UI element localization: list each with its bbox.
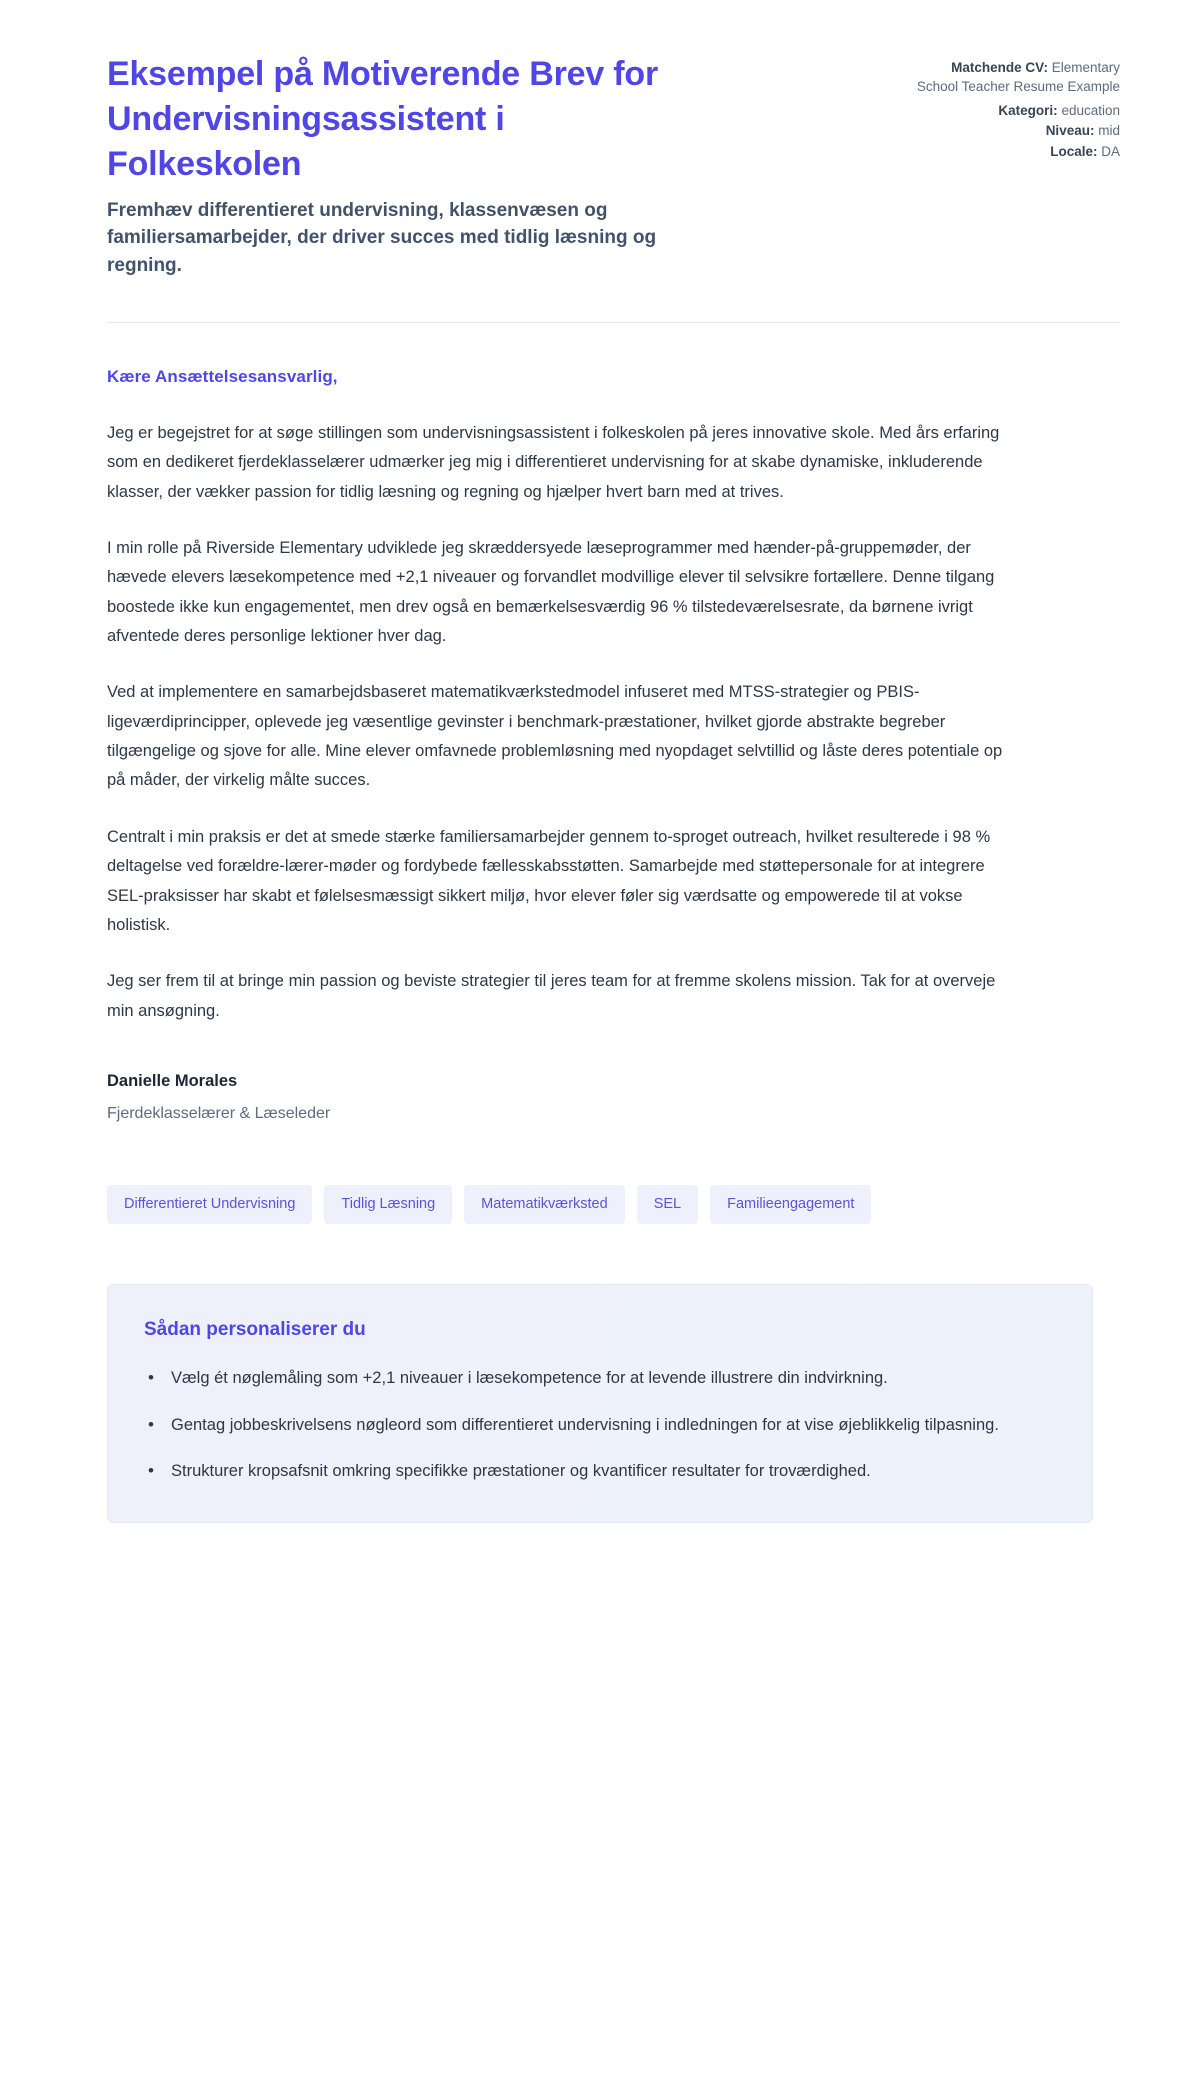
tips-title: Sådan personaliserer du bbox=[144, 1319, 366, 1341]
signature-name: Danielle Morales bbox=[107, 1071, 238, 1090]
page-title: Eksempel på Motiverende Brev for Undervisningsassistent i Folkeskolen bbox=[107, 55, 659, 183]
meta-category-value: education bbox=[1061, 103, 1120, 119]
tip-item: • Strukturer kropsafsnit omkring specifikke præstationer og kvantificer resultater for troværdighed. bbox=[144, 1457, 1054, 1485]
meta-level-value: mid bbox=[1098, 123, 1120, 139]
meta-matching-cv-value: Elementary School Teacher Resume Example bbox=[916, 60, 1120, 95]
letter-paragraph: I min rolle på Riverside Elementary udviklede jeg skræddersyede læseprogrammer med hænder-på-gruppemøder, der hævede elevers læsekompetence med +2,1 niveauer og forvandlet modvillige elever til selvsikre fortællere. Denne tilgang boostede ikke kun engagementet, men drev også en bemærkelsesværdig 96 % tilstedeværelsesrate, da børnene ivrigt afventede deres personlige lektioner hver dag. bbox=[107, 538, 995, 645]
meta-level bbox=[910, 121, 1120, 140]
meta-category bbox=[910, 101, 1120, 120]
letter-paragraph: Jeg er begejstret for at søge stillingen som undervisningsassistent i folkeskolen på jeres innovative skole. Med års erfaring som en dedikeret fjerdeklasselærer udmærker jeg mig i differentieret undervisning for at skabe dynamiske, inkluderende klasser, der vækker passion for tidlig læsning og regning og hjælper hvert barn med at trives. bbox=[107, 423, 1000, 501]
meta-locale bbox=[910, 142, 1120, 161]
meta-level-label: Niveau: bbox=[1045, 123, 1095, 139]
tips-list bbox=[144, 1364, 1054, 1485]
letter-paragraph: Jeg ser frem til at bringe min passion og beviste strategier til jeres team for at fremme skolens mission. Tak for at overveje min ansøgning. bbox=[107, 972, 996, 1020]
tag-chip[interactable]: Tidlig Læsning bbox=[324, 1185, 452, 1225]
signature-role: Fjerdeklasselærer & Læseleder bbox=[107, 1104, 331, 1122]
cover-letter-body bbox=[107, 323, 1120, 1123]
meta-matching-cv bbox=[910, 58, 1120, 96]
letter-paragraph: Centralt i min praksis er det at smede stærke familiersamarbejder gennem to-sproget outreach, hvilket resulterede i 98 % deltagelse ved forældre-lærer-møder og fordybede fællesskabsstøtten. Samarbejde med støttepersonale for at integrere SEL-praksisser har skabt et følelsesmæssigt sikkert miljø, hvor elever føler sig værdsatte og empowerede til at vokse holistisk. bbox=[107, 827, 991, 934]
meta-matching-cv-label: Matchende CV: bbox=[951, 60, 1048, 75]
letter-paragraph: Ved at implementere en samarbejdsbaseret matematikværkstedmodel infuseret med MTSS-strategier og PBIS-ligeværdiprincipper, oplevede jeg væsentlige gevinster i benchmark-præstationer, hvilket gjorde abstrakte begreber tilgængelige og sjove for alle. Mine elever omfavnede problemløsning med nyopdaget selvtillid og låste deres potentiale op på måder, der virkelig målte succes. bbox=[107, 683, 1003, 790]
personalization-tips-panel bbox=[107, 1284, 1093, 1522]
letter-salutation: Kære Ansættelsesansvarlig, bbox=[107, 366, 338, 386]
tag-chip[interactable]: Matematikværksted bbox=[464, 1185, 625, 1225]
tag-chip[interactable]: SEL bbox=[637, 1185, 698, 1225]
tag-list bbox=[107, 1185, 1120, 1225]
page-header bbox=[107, 52, 1120, 280]
letter-signature bbox=[107, 1072, 1120, 1123]
meta-locale-label: Locale: bbox=[1050, 143, 1098, 159]
tag-chip[interactable]: Familieengagement bbox=[710, 1185, 871, 1225]
page-subtitle: Fremhæv differentieret undervisning, klassenvæsen og familiersamarbejder, der driver succes med tidlig læsning og regning. bbox=[107, 199, 657, 277]
tip-item: • Gentag jobbeskrivelsens nøgleord som differentieret undervisning i indledningen for at vise øjeblikkelig tilpasning. bbox=[144, 1411, 1054, 1439]
meta-locale-value: DA bbox=[1101, 143, 1120, 159]
header-text-block bbox=[107, 52, 807, 280]
tag-chip[interactable]: Differentieret Undervisning bbox=[107, 1185, 312, 1225]
tip-item: • Vælg ét nøglemåling som +2,1 niveauer i læsekompetence for at levende illustrere din indvirkning. bbox=[144, 1364, 1054, 1392]
meta-category-label: Kategori: bbox=[998, 103, 1058, 119]
document-metadata bbox=[910, 52, 1120, 162]
